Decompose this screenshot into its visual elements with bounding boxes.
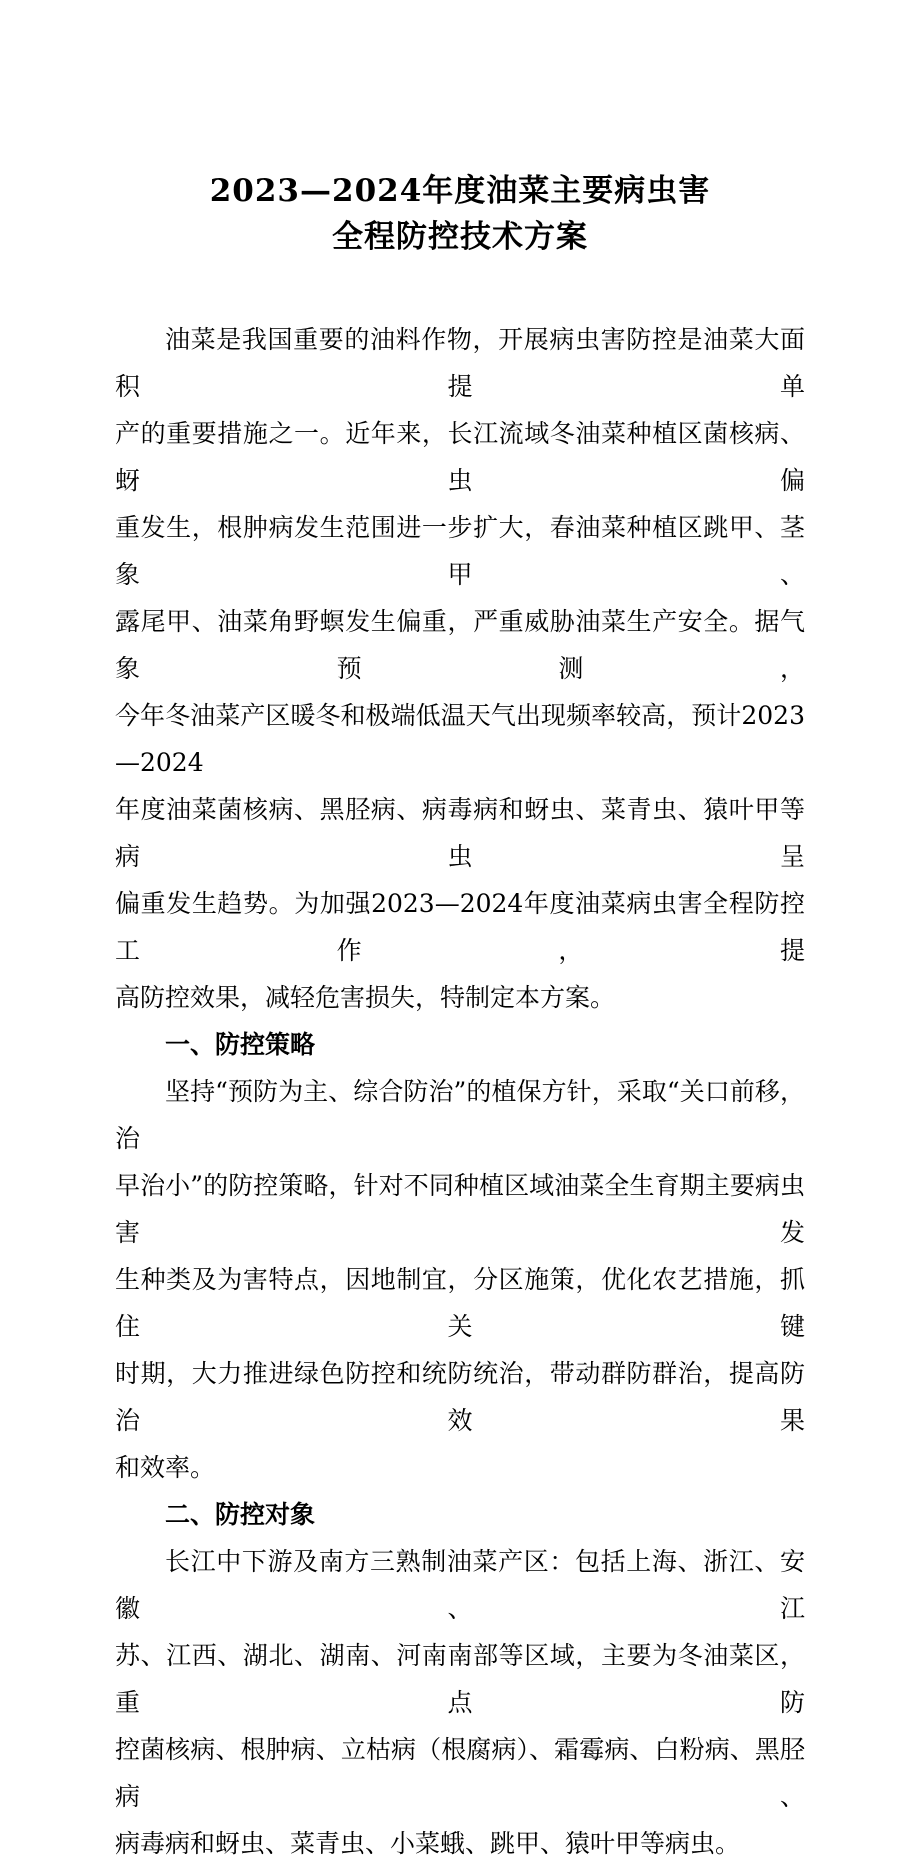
text-line: 高防控效果，减轻危害损失，特制定本方案。 bbox=[115, 983, 616, 1012]
section-heading-1: 一、防控策略 bbox=[165, 1030, 316, 1059]
text-line: 苏、江西、湖北、湖南、河南南部等区域，主要为冬油菜区，重点防 bbox=[115, 1641, 805, 1717]
text-line: 早治小”的防控策略，针对不同种植区域油菜全生育期主要病虫害发 bbox=[115, 1171, 805, 1247]
section-heading-2: 二、防控对象 bbox=[165, 1500, 316, 1529]
text-line: 长江中下游及南方三熟制油菜产区：包括上海、浙江、安徽、江 bbox=[115, 1547, 805, 1623]
text-line: 生种类及为害特点，因地制宜，分区施策，优化农艺措施，抓住关键 bbox=[115, 1265, 805, 1341]
text-line: 年度油菜菌核病、黑胫病、病毒病和蚜虫、菜青虫、猿叶甲等病虫呈 bbox=[115, 795, 805, 871]
text-line: 坚持“预防为主、综合防治”的植保方针，采取“关口前移，治 bbox=[115, 1077, 805, 1153]
text-line: 产的重要措施之一。近年来，长江流域冬油菜种植区菌核病、蚜虫偏 bbox=[115, 419, 805, 495]
paragraph-intro bbox=[115, 316, 805, 1021]
text-line: 病毒病和蚜虫、菜青虫、小菜蛾、跳甲、猿叶甲等病虫。 bbox=[115, 1829, 741, 1858]
text-line: 重发生，根肿病发生范围进一步扩大，春油菜种植区跳甲、茎象甲、 bbox=[115, 513, 805, 589]
text-line: 今年冬油菜产区暖冬和极端低温天气出现频率较高，预计2023—2024 bbox=[115, 701, 805, 777]
text-line: 露尾甲、油菜角野螟发生偏重，严重威胁油菜生产安全。据气象预测， bbox=[115, 607, 805, 683]
title-line-1: 2023—2024年度油菜主要病虫害 bbox=[209, 173, 711, 209]
paragraph-targets bbox=[115, 1538, 805, 1867]
document-title bbox=[115, 168, 805, 260]
text-line: 控菌核病、根肿病、立枯病（根腐病）、霜霉病、白粉病、黑胫病、 bbox=[115, 1735, 805, 1811]
text-line: 偏重发生趋势。为加强2023—2024年度油菜病虫害全程防控工作，提 bbox=[115, 889, 805, 965]
text-line: 和效率。 bbox=[115, 1453, 216, 1482]
text-line: 油菜是我国重要的油料作物，开展病虫害防控是油菜大面积提单 bbox=[115, 325, 805, 401]
title-line-2: 全程防控技术方案 bbox=[332, 219, 588, 255]
paragraph-strategy bbox=[115, 1068, 805, 1491]
text-line: 时期，大力推进绿色防控和统防统治，带动群防群治，提高防治效果 bbox=[115, 1359, 805, 1435]
